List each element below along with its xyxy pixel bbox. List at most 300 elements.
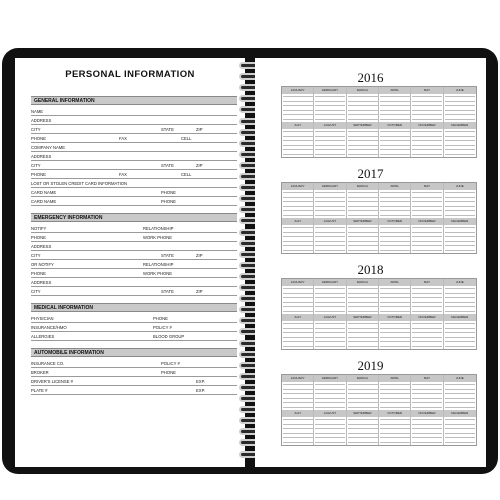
day-row: [315, 131, 345, 132]
company-phone-fax-cell-field[interactable]: PHONE FAX CELL: [31, 170, 237, 179]
month-cell: [379, 218, 411, 253]
day-row: [412, 323, 442, 324]
company-address-field[interactable]: ADDRESS: [31, 152, 237, 161]
day-row: [283, 140, 313, 141]
day-rows: [412, 226, 442, 252]
month-name: FEBRUARY: [314, 279, 345, 286]
personal-information-page: [15, 58, 245, 467]
day-rows: [283, 287, 313, 313]
day-row: [315, 328, 345, 329]
day-row: [348, 384, 378, 385]
day-row: [348, 288, 378, 289]
day-row: [283, 105, 313, 106]
day-rows: [348, 226, 378, 252]
day-row: [445, 227, 475, 228]
day-row: [315, 384, 345, 385]
day-rows: [283, 191, 313, 217]
day-row: [445, 332, 475, 333]
emergency-information-header: EMERGENCY INFORMATION: [31, 213, 237, 222]
day-rows: [380, 418, 410, 444]
month-cell: [282, 375, 314, 410]
day-row: [380, 215, 410, 216]
day-row: [348, 341, 378, 342]
day-row: [315, 442, 345, 443]
day-row: [348, 206, 378, 207]
day-row: [348, 192, 378, 193]
day-row: [380, 424, 410, 425]
notify-field[interactable]: NOTIFY RELATIONSHIP: [31, 224, 237, 233]
day-rows: [283, 95, 313, 121]
day-row: [412, 232, 442, 233]
day-row: [315, 419, 345, 420]
name-field[interactable]: NAME: [31, 107, 237, 116]
day-row: [445, 210, 475, 211]
day-row: [380, 332, 410, 333]
month-cell: [347, 410, 379, 445]
address-field[interactable]: ADDRESS: [31, 116, 237, 125]
day-row: [380, 232, 410, 233]
day-row: [315, 428, 345, 429]
month-name: APRIL: [379, 375, 410, 382]
day-row: [380, 250, 410, 251]
page-title: PERSONAL INFORMATION: [65, 69, 195, 80]
day-row: [412, 297, 442, 298]
day-row: [412, 154, 442, 155]
day-row: [315, 337, 345, 338]
month-cell: [314, 314, 346, 349]
day-row: [445, 105, 475, 106]
day-row: [283, 337, 313, 338]
day-row: [315, 114, 345, 115]
day-row: [348, 201, 378, 202]
month-cell: [314, 183, 346, 218]
day-rows: [348, 191, 378, 217]
notify-city-state-zip-field[interactable]: CITY STATE ZIP: [31, 251, 237, 260]
day-row: [315, 297, 345, 298]
day-row: [412, 402, 442, 403]
day-row: [412, 302, 442, 303]
day-row: [412, 140, 442, 141]
day-row: [445, 288, 475, 289]
day-rows: [283, 322, 313, 348]
month-cell: [314, 410, 346, 445]
day-row: [380, 110, 410, 111]
day-row: [445, 201, 475, 202]
day-row: [315, 192, 345, 193]
physician-field[interactable]: PHYSICIAN PHONE: [31, 314, 237, 323]
or-notify-address-field[interactable]: ADDRESS: [31, 278, 237, 287]
month-name: MARCH: [347, 375, 378, 382]
month-cell: [411, 183, 443, 218]
day-row: [380, 293, 410, 294]
day-row: [445, 232, 475, 233]
month-cell: [379, 375, 411, 410]
day-row: [380, 201, 410, 202]
day-row: [348, 232, 378, 233]
or-notify-city-state-zip-field[interactable]: CITY STATE ZIP: [31, 287, 237, 296]
day-row: [348, 149, 378, 150]
automobile-information-header: AUTOMOBILE INFORMATION: [31, 348, 237, 357]
day-row: [315, 96, 345, 97]
month-cell: [379, 410, 411, 445]
year-calendar-2017: [255, 166, 486, 258]
day-row: [283, 311, 313, 312]
month-cell: [444, 410, 476, 445]
day-row: [412, 197, 442, 198]
day-row: [445, 140, 475, 141]
day-row: [380, 210, 410, 211]
day-row: [380, 311, 410, 312]
day-rows: [445, 130, 475, 156]
day-rows: [315, 191, 345, 217]
day-rows: [348, 130, 378, 156]
day-row: [445, 402, 475, 403]
day-row: [412, 201, 442, 202]
day-row: [315, 227, 345, 228]
day-rows: [412, 287, 442, 313]
day-rows: [445, 191, 475, 217]
day-row: [348, 210, 378, 211]
day-row: [380, 105, 410, 106]
month-name: JUNE: [444, 375, 476, 382]
day-row: [283, 433, 313, 434]
day-row: [348, 442, 378, 443]
month-name: FEBRUARY: [314, 87, 345, 94]
month-name: FEBRUARY: [314, 375, 345, 382]
month-cell: [347, 218, 379, 253]
day-row: [412, 110, 442, 111]
company-name-field[interactable]: COMPANY NAME: [31, 143, 237, 152]
day-row: [315, 101, 345, 102]
day-row: [348, 398, 378, 399]
or-notify-phone-field[interactable]: PHONE WORK PHONE: [31, 269, 237, 278]
month-name: OCTOBER: [379, 314, 410, 321]
day-row: [380, 136, 410, 137]
month-name: OCTOBER: [379, 218, 410, 225]
month-name: SEPTEMBER: [347, 122, 378, 129]
day-row: [380, 131, 410, 132]
day-row: [315, 241, 345, 242]
day-row: [445, 293, 475, 294]
day-row: [445, 328, 475, 329]
day-row: [348, 241, 378, 242]
month-name: NOVEMBER: [411, 218, 442, 225]
drivers-license-field[interactable]: DRIVER'S LICENSE # EXP.: [31, 377, 237, 386]
day-row: [315, 293, 345, 294]
day-row: [348, 114, 378, 115]
day-row: [315, 245, 345, 246]
day-row: [445, 114, 475, 115]
day-row: [445, 437, 475, 438]
year-label: 2016: [357, 70, 384, 85]
day-row: [283, 131, 313, 132]
day-row: [412, 131, 442, 132]
day-row: [348, 293, 378, 294]
day-row: [315, 197, 345, 198]
month-name: OCTOBER: [379, 410, 410, 417]
day-row: [380, 428, 410, 429]
day-row: [348, 131, 378, 132]
city-state-zip-field[interactable]: CITY STATE ZIP: [31, 125, 237, 134]
day-row: [348, 236, 378, 237]
month-cell: [282, 87, 314, 122]
day-row: [412, 236, 442, 237]
day-row: [412, 428, 442, 429]
month-name: JANUARY: [282, 183, 313, 190]
day-row: [445, 311, 475, 312]
year-label: 2018: [357, 262, 384, 277]
day-row: [348, 328, 378, 329]
phone-fax-cell-field[interactable]: PHONE FAX CELL: [31, 134, 237, 143]
day-row: [348, 428, 378, 429]
day-row: [380, 236, 410, 237]
day-row: [315, 288, 345, 289]
day-row: [348, 332, 378, 333]
day-row: [380, 192, 410, 193]
day-row: [445, 424, 475, 425]
day-row: [380, 241, 410, 242]
day-row: [348, 136, 378, 137]
day-row: [445, 149, 475, 150]
month-name: JANUARY: [282, 279, 313, 286]
month-name: SEPTEMBER: [347, 410, 378, 417]
day-row: [348, 402, 378, 403]
day-row: [445, 297, 475, 298]
month-name: JANUARY: [282, 375, 313, 382]
day-row: [315, 110, 345, 111]
day-row: [380, 337, 410, 338]
day-row: [283, 197, 313, 198]
day-row: [380, 341, 410, 342]
year-calendar-2019: [255, 358, 486, 450]
day-row: [445, 101, 475, 102]
day-row: [380, 389, 410, 390]
day-row: [412, 384, 442, 385]
day-row: [283, 302, 313, 303]
day-row: [283, 341, 313, 342]
day-row: [315, 332, 345, 333]
day-row: [283, 332, 313, 333]
notify-phone-field[interactable]: PHONE WORK PHONE: [31, 233, 237, 242]
month-cell: [444, 375, 476, 410]
day-row: [380, 302, 410, 303]
day-row: [445, 197, 475, 198]
day-row: [283, 114, 313, 115]
company-city-state-zip-field[interactable]: CITY STATE ZIP: [31, 161, 237, 170]
notify-address-field[interactable]: ADDRESS: [31, 242, 237, 251]
month-cell: [411, 87, 443, 122]
day-row: [445, 119, 475, 120]
day-row: [412, 419, 442, 420]
month-cell: [379, 183, 411, 218]
month-cell: [314, 375, 346, 410]
day-row: [348, 424, 378, 425]
month-cell: [282, 314, 314, 349]
month-name: AUGUST: [314, 314, 345, 321]
day-rows: [283, 418, 313, 444]
insurance-field[interactable]: INSURANCE/HMO POLICY #: [31, 323, 237, 332]
day-row: [348, 437, 378, 438]
day-row: [315, 149, 345, 150]
month-cell: [314, 87, 346, 122]
day-rows: [380, 322, 410, 348]
day-row: [445, 302, 475, 303]
month-name: APRIL: [379, 87, 410, 94]
card-name-field-1[interactable]: CARD NAME PHONE: [31, 188, 237, 197]
day-row: [348, 245, 378, 246]
month-cell: [282, 279, 314, 314]
month-cell: [444, 122, 476, 157]
day-row: [283, 393, 313, 394]
day-rows: [412, 95, 442, 121]
day-row: [445, 250, 475, 251]
day-row: [412, 136, 442, 137]
day-row: [445, 96, 475, 97]
day-row: [315, 136, 345, 137]
day-rows: [445, 418, 475, 444]
day-row: [380, 407, 410, 408]
card-name-field-2[interactable]: CARD NAME PHONE: [31, 197, 237, 206]
day-rows: [380, 130, 410, 156]
day-row: [412, 424, 442, 425]
day-row: [380, 101, 410, 102]
month-cell: [379, 314, 411, 349]
day-row: [412, 288, 442, 289]
month-cell: [411, 279, 443, 314]
general-information-header: GENERAL INFORMATION: [31, 96, 237, 105]
year-calendar-2016: [255, 70, 486, 162]
month-cell: [444, 279, 476, 314]
day-rows: [283, 226, 313, 252]
day-row: [380, 346, 410, 347]
or-notify-field[interactable]: OR NOTIFY RELATIONSHIP: [31, 260, 237, 269]
day-row: [283, 419, 313, 420]
day-rows: [445, 287, 475, 313]
day-row: [412, 393, 442, 394]
day-row: [445, 206, 475, 207]
day-row: [283, 293, 313, 294]
day-row: [380, 154, 410, 155]
day-row: [380, 433, 410, 434]
month-cell: [314, 279, 346, 314]
day-row: [412, 210, 442, 211]
day-row: [380, 328, 410, 329]
day-rows: [348, 287, 378, 313]
day-row: [445, 236, 475, 237]
day-row: [315, 323, 345, 324]
month-name: DECEMBER: [444, 218, 476, 225]
day-row: [283, 384, 313, 385]
day-row: [445, 192, 475, 193]
year-calendars-page: [255, 58, 486, 467]
day-rows: [380, 226, 410, 252]
day-rows: [445, 383, 475, 409]
day-row: [348, 393, 378, 394]
day-rows: [348, 383, 378, 409]
day-row: [412, 119, 442, 120]
day-row: [445, 442, 475, 443]
insurance-co-field[interactable]: INSURANCE CO. POLICY #: [31, 359, 237, 368]
month-cell: [444, 314, 476, 349]
day-row: [445, 136, 475, 137]
day-row: [283, 428, 313, 429]
broker-field[interactable]: BROKER PHONE: [31, 368, 237, 377]
day-row: [315, 215, 345, 216]
day-rows: [315, 95, 345, 121]
day-row: [412, 145, 442, 146]
day-rows: [315, 226, 345, 252]
month-name: JUNE: [444, 87, 476, 94]
month-cell: [282, 218, 314, 253]
month-grid: [281, 182, 477, 254]
day-row: [283, 297, 313, 298]
day-row: [283, 389, 313, 390]
day-row: [348, 389, 378, 390]
day-row: [412, 149, 442, 150]
month-name: APRIL: [379, 183, 410, 190]
month-name: JUNE: [444, 279, 476, 286]
day-row: [380, 393, 410, 394]
day-row: [283, 110, 313, 111]
day-row: [315, 236, 345, 237]
day-row: [412, 341, 442, 342]
day-row: [315, 201, 345, 202]
day-rows: [412, 191, 442, 217]
day-rows: [315, 322, 345, 348]
day-row: [315, 140, 345, 141]
month-name: JULY: [282, 218, 313, 225]
day-row: [445, 145, 475, 146]
day-row: [445, 407, 475, 408]
day-row: [348, 140, 378, 141]
plate-field[interactable]: PLATE # EXP.: [31, 386, 237, 395]
day-row: [445, 393, 475, 394]
lost-stolen-card-line[interactable]: LOST OR STOLEN CREDIT CARD INFORMATION: [31, 179, 237, 188]
day-rows: [348, 322, 378, 348]
day-row: [348, 302, 378, 303]
day-row: [348, 101, 378, 102]
day-row: [283, 96, 313, 97]
month-name: FEBRUARY: [314, 183, 345, 190]
day-row: [445, 131, 475, 132]
day-row: [445, 398, 475, 399]
day-row: [348, 306, 378, 307]
day-row: [283, 245, 313, 246]
month-name: MAY: [411, 183, 442, 190]
allergies-field[interactable]: ALLERGIES BLOOD GROUP: [31, 332, 237, 341]
day-row: [412, 407, 442, 408]
day-row: [412, 250, 442, 251]
month-grid: [281, 374, 477, 446]
day-rows: [348, 95, 378, 121]
day-row: [412, 101, 442, 102]
day-row: [283, 306, 313, 307]
day-row: [348, 119, 378, 120]
day-rows: [380, 191, 410, 217]
day-row: [412, 389, 442, 390]
day-row: [445, 389, 475, 390]
month-name: OCTOBER: [379, 122, 410, 129]
month-name: MAY: [411, 279, 442, 286]
day-rows: [445, 322, 475, 348]
month-name: JULY: [282, 410, 313, 417]
month-name: SEPTEMBER: [347, 218, 378, 225]
day-row: [283, 407, 313, 408]
day-row: [283, 236, 313, 237]
day-row: [315, 206, 345, 207]
day-row: [412, 227, 442, 228]
day-row: [412, 332, 442, 333]
